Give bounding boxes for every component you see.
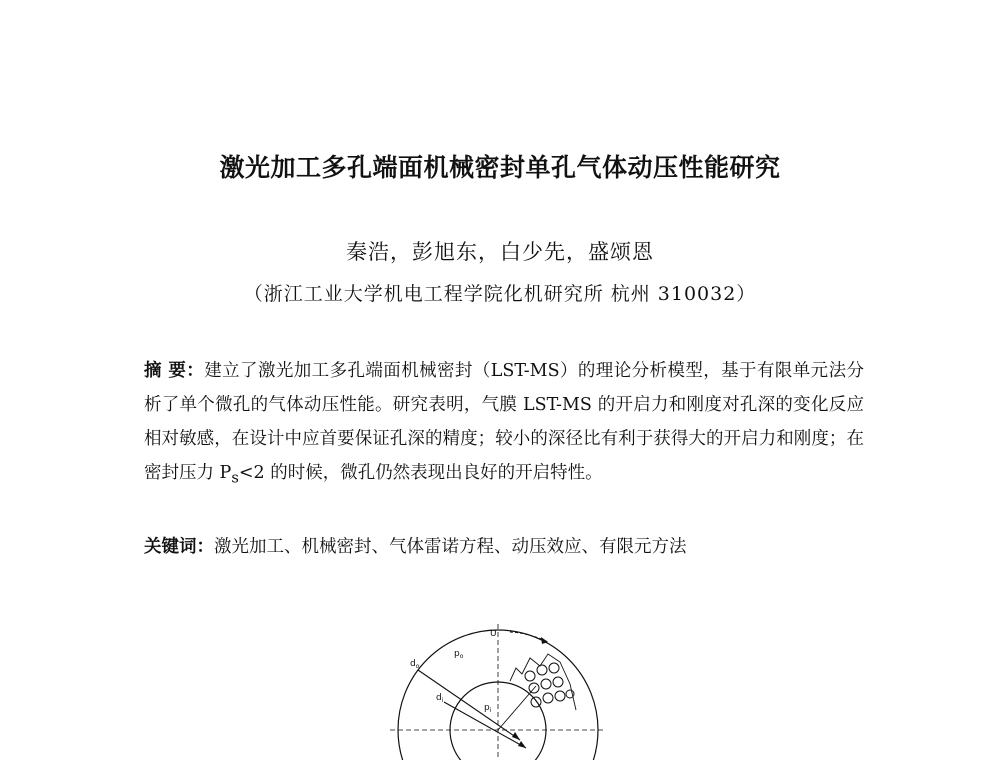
inner-pressure-label: $p_i$ [484, 703, 492, 714]
abstract-subscript: s [231, 469, 239, 487]
author-list: 秦浩，彭旭东，白少先，盛颂恩 [346, 240, 654, 264]
abstract-text-part1: 建立了激光加工多孔端面机械密封（LST-MS）的理论分析模型，基于有限单元法分析了单个微孔的气体动压性能。研究表明，气膜 LST-MS 的开启力和刚度对孔深的变化反应相对敏感，在设计中应首要保证孔深的精度；较小的深径比有利于获得大的开启力和刚度；在密封压力 P [144, 361, 864, 483]
dimple [531, 697, 541, 707]
dimple [566, 690, 574, 698]
radius-line [498, 686, 536, 730]
velocity-label: U [490, 629, 497, 639]
outer-pressure-label: $p_o$ [454, 649, 464, 660]
texture-region-boundary [510, 654, 576, 710]
outer-diameter-label: $d_o$ [410, 659, 420, 670]
inner-diameter-arrowhead [518, 741, 526, 748]
seal-face-figure [370, 614, 630, 760]
paper-title: 激光加工多孔端面机械密封单孔气体动压性能研究 [219, 153, 781, 182]
micro-dimples [525, 663, 574, 707]
outer-diameter-leader [418, 670, 520, 740]
keywords-text: 激光加工、机械密封、气体雷诺方程、动压效应、有限元方法 [214, 537, 687, 557]
outer-diameter-arrowhead [512, 732, 520, 740]
dimple [537, 665, 547, 675]
dimple [555, 691, 565, 701]
dimple [553, 677, 563, 687]
keywords-label: 关键词： [144, 537, 214, 557]
affiliation: （浙江工业大学机电工程学院化机研究所 杭州 310032） [243, 283, 757, 305]
dimple [549, 663, 559, 673]
inner-diameter-label: $d_i$ [436, 693, 444, 704]
keywords [144, 530, 864, 564]
dimple [541, 679, 551, 689]
abstract-label: 摘 要： [144, 361, 205, 381]
dimple [543, 693, 553, 703]
abstract-text-part2: <2 的时候，微孔仍然表现出良好的开启特性。 [238, 463, 603, 483]
abstract [144, 354, 864, 496]
seal-face-diagram [370, 614, 630, 760]
dimple [525, 671, 535, 681]
